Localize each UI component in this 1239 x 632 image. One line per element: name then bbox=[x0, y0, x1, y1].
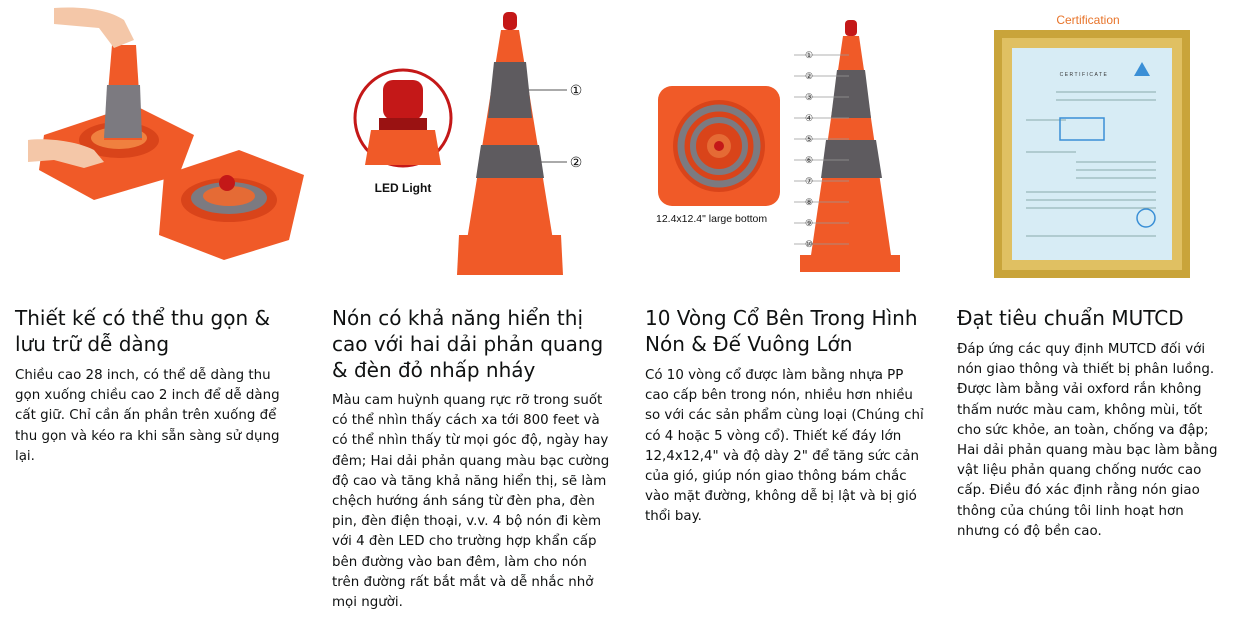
led-light-icon bbox=[383, 80, 423, 120]
ring-callout-marker: ③ bbox=[804, 92, 814, 102]
callout-marker: ② bbox=[569, 154, 583, 170]
ring-callout-marker: ⑤ bbox=[804, 134, 814, 144]
ring-callout-marker: ④ bbox=[804, 113, 814, 123]
feature-title: Đạt tiêu chuẩn MUTCD bbox=[957, 306, 1184, 330]
cone-rings-illustration bbox=[644, 0, 934, 290]
ring-callout-marker: ⑦ bbox=[804, 176, 814, 186]
hand-icon bbox=[54, 8, 134, 49]
reflective-band-icon bbox=[821, 140, 882, 178]
ring-callout-marker: ① bbox=[804, 50, 814, 60]
ring-callout-marker: ⑧ bbox=[804, 197, 814, 207]
ring-callout-marker: ⑩ bbox=[804, 239, 814, 249]
led-light-icon bbox=[219, 175, 235, 191]
feature-description: Chiều cao 28 inch, có thể dễ dàng thu gọn xuống chiều cao 2 inch để dễ dàng cất giữ. Chỉ cần ấn phần trên xuống để thu gọn và kéo ra khi sẵn sàng sử dụng lại. bbox=[15, 368, 280, 464]
base-size-label: 12.4x12.4" large bottom bbox=[656, 213, 768, 225]
feature-title: Nón có khả năng hiển thị cao với hai dải phản quang & đèn đỏ nhấp nháy bbox=[332, 306, 604, 382]
led-light-label: LED Light bbox=[374, 181, 432, 195]
cone-visibility-illustration bbox=[331, 0, 621, 290]
cone-body bbox=[467, 30, 553, 240]
feature-description: Đáp ứng các quy định MUTCD đối với nón giao thông và thiết bị phân luồng. Được làm bằng vải oxford rắn không thấm nước màu cam, không mùi, tốt cho sức khỏe, an toàn, chống va đập; Hai dải phản quang màu bạc làm bằng vật liệu phản quang chống nước cao cấp. Điều đó xác định rằng nón giao thông của chúng tôi linh hoạt hơn nhưng có độ bền cao. bbox=[957, 342, 1218, 539]
feature-image-rings bbox=[644, 0, 934, 290]
feature-image-visibility bbox=[331, 0, 621, 290]
certificate-paper bbox=[1012, 48, 1172, 260]
callout-marker: ① bbox=[569, 82, 583, 98]
feature-title: 10 Vòng Cổ Bên Trong Hình Nón & Đế Vuông Lớn bbox=[645, 306, 918, 356]
led-light-icon bbox=[714, 141, 724, 151]
reflective-band-icon bbox=[476, 145, 544, 178]
feature-title: Thiết kế có thể thu gọn & lưu trữ dễ dàng bbox=[15, 306, 271, 356]
collapsed-cones-illustration bbox=[14, 0, 306, 290]
feature-description: Có 10 vòng cổ được làm bằng nhựa PP cao cấp bên trong nón, nhiều hơn nhiều so với các sản phẩm cùng loại (Chúng chỉ có 4 hoặc 5 vòng cổ). Thiết kế đáy lớn 12,4x12,4" và độ dày 2" để tăng sức cản của gió, giúp nón giao thông bám chắc vào mặt đường, không dễ bị lật và bị gió thổi bay. bbox=[645, 368, 924, 525]
feature-image-certificate bbox=[956, 0, 1226, 290]
reflective-band-icon bbox=[104, 85, 142, 138]
certificate-illustration bbox=[956, 0, 1226, 290]
certification-heading: Certification bbox=[1056, 13, 1120, 27]
cone-base bbox=[800, 255, 900, 272]
feature-description: Màu cam huỳnh quang rực rỡ trong suốt có thể nhìn thấy cách xa tới 800 feet và có thể nhìn thấy từ mọi góc độ, ngày hay đêm; Hai dải phản quang màu bạc cường độ cao và tăng khả năng hiển thị, sẽ làm chệch hướng ánh sáng từ đèn pha, đèn pin, đèn điện thoại, v.v. 4 bộ nón đi kèm với 4 đèn LED cho trường hợp khẩn cấp bên đường vào ban đêm, làm cho nón trên đường rất bắt mắt và dễ nhắc nhở mọi người. bbox=[332, 393, 610, 611]
feature-image-collapsible bbox=[14, 0, 306, 290]
cone-base bbox=[457, 235, 563, 275]
reflective-band-icon bbox=[831, 70, 871, 118]
ring-callout-marker: ⑨ bbox=[804, 218, 814, 228]
led-light-icon bbox=[845, 20, 857, 36]
reflective-band-icon bbox=[488, 62, 532, 118]
ring-callout-marker: ② bbox=[804, 71, 814, 81]
ring-callout-marker: ⑥ bbox=[804, 155, 814, 165]
led-light-icon bbox=[503, 12, 517, 30]
certificate-title: CERTIFICATE bbox=[1059, 72, 1109, 78]
